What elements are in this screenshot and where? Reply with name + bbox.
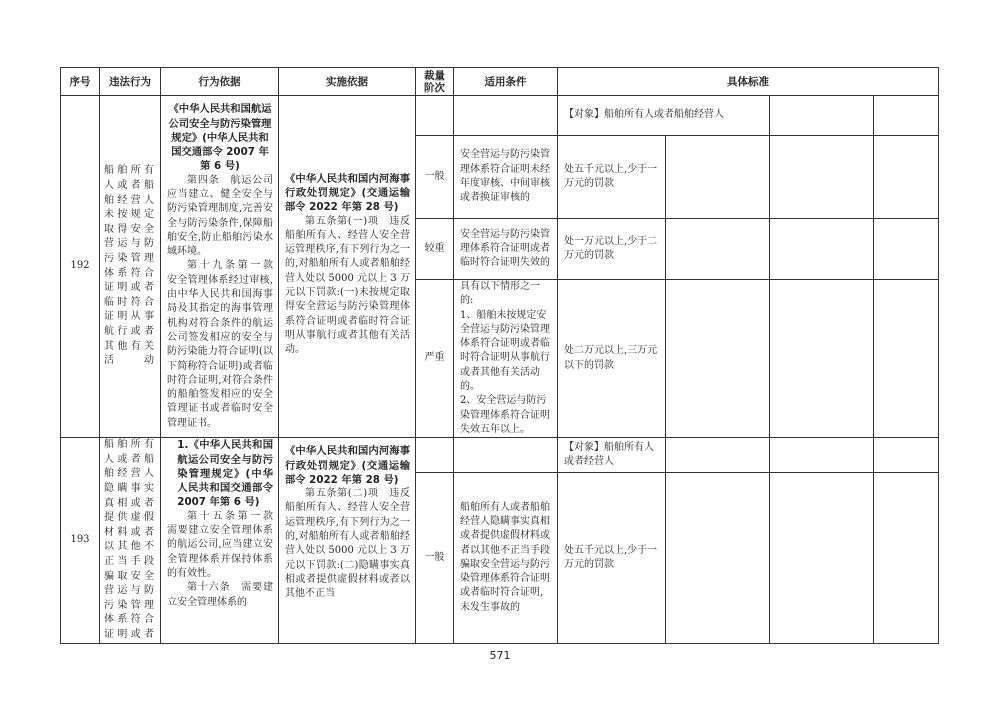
level-cell: 一般 xyxy=(416,473,454,644)
condition-cell: 安全营运与防污染管理体系符合证明未经年度审核、中间审核或者换证审核的 xyxy=(454,136,558,219)
level-cell: 一般 xyxy=(416,136,454,219)
condition-cell: 安全营运与防污染管理体系符合证明或者临时符合证明失效的 xyxy=(454,219,558,280)
implementation-title: 《中华人民共和国内河海事行政处罚规定》(交通运输部令 2022 年第 28 号) xyxy=(285,172,410,214)
standard-cell: 处五千元以上,少于一万元的罚款 xyxy=(558,473,666,644)
header-implementation: 实施依据 xyxy=(279,68,416,96)
condition-cell: 船舶所有人或者船舶经营人隐瞒事实真相或者提供虚假材料或者以其他不正当手段骗取安全营运与防污染管理体系符合证明或者临时符合证明,未发生事故的 xyxy=(454,473,558,644)
basis-paragraph: 第十五条第一款 需要建立安全管理体系的航运公司,应当建立安全管理体系并保持体系的有效性。 xyxy=(167,510,283,579)
violation-cell: 船舶所有人或者船舶经营人隐瞒事实真相或者提供虚假材料或者以其他不正当手段骗取安全营运与防污染管理体系符合证明或者 xyxy=(100,438,161,643)
violation-cell: 船舶所有人或者船舶经营人未按规定取得安全营运与防污染管理体系符合证明或者临时符合证明从事航行或者其他有关活动 xyxy=(100,96,161,438)
basis-cell xyxy=(161,438,283,643)
penalty-standards-table xyxy=(60,67,939,644)
standard-cell: 处二万元以上,三万元以下的罚款 xyxy=(558,280,666,438)
implementation-paragraph: 第五条第(二)项 违反船舶所有人、经营人安全营运管理秩序,有下列行为之一的,对船舶所有人或者船舶经营人处以 5000 元以上 3 万元以下罚款:(二)隐瞒事实真相或者提供虚假材料或者以其他不正当 xyxy=(285,488,410,600)
header-basis: 行为依据 xyxy=(161,68,279,96)
object-cell: 【对象】船舶所有人或者船舶经营人 xyxy=(558,96,770,136)
implementation-cell xyxy=(279,96,416,438)
header-seq: 序号 xyxy=(61,68,100,96)
table-row xyxy=(61,438,939,473)
basis-title: 《中华人民共和国航运公司安全与防污染管理规定》(中华人民共和国交通部令 2007 年第 6 号) xyxy=(168,103,272,173)
basis-title: 1.《中华人民共和国航运公司安全与防污染管理规定》(中华人民共和国交通部令 2007 年第 6 号) xyxy=(177,439,273,509)
header-standard: 具体标准 xyxy=(558,68,939,96)
implementation-paragraph: 第五条第(一)项 违反船舶所有人、经营人安全营运管理秩序,有下列行为之一的,对船舶所有人或者船舶经营人处以 5000 元以上 3 万元以下罚款:(一)未按规定取得安全营运与防污染管理体系符合证明或者临时符合证明从事航行或者其他有关活动。 xyxy=(285,215,410,356)
condition-cell: 具有以下情形之一的: 1、船舶未按规定安全营运与防污染管理体系符合证明或者临时符合证明从事航行或者其他有关活动的。 2、安全营运与防污染管理体系符合证明失效五年以上。 xyxy=(454,280,558,438)
basis-paragraph: 第四条 航运公司应当建立、健全安全与防污染管理制度,完善安全与防污染条件,保障船舶安全,防止船舶污染水域环境。 xyxy=(167,174,273,258)
header-level: 裁量阶次 xyxy=(416,68,454,96)
standard-cell: 处一万元以上,少于二万元的罚款 xyxy=(558,219,666,280)
implementation-cell xyxy=(279,438,416,643)
header-condition: 适用条件 xyxy=(454,68,558,96)
basis-cell xyxy=(161,96,283,438)
level-cell: 较重 xyxy=(416,219,454,280)
implementation-title: 《中华人民共和国内河海事行政处罚规定》(交通运输部令 2022 年第 28 号) xyxy=(285,445,410,486)
standard-cell: 处五千元以上,少于一万元的罚款 xyxy=(558,136,666,219)
basis-paragraph: 第十九条第一款 安全管理体系经过审核,由中华人民共和国海事局及其指定的海事管理机构对符合条件的航运公司签发相应的安全与防污染能力符合证明(以下简称符合证明)或者临时符合证明,对符合条件的船舶签发相应的安全管理证书或者临时安全管理证书。 xyxy=(167,260,283,429)
basis-paragraph: 第十六条 需要建立安全管理体系的 xyxy=(167,582,273,608)
level-cell: 严重 xyxy=(416,280,454,438)
table-row xyxy=(61,96,939,136)
object-cell: 【对象】船舶所有人或者经营人 xyxy=(558,438,666,473)
page-number: 571 xyxy=(489,649,511,662)
header-violation: 违法行为 xyxy=(100,68,161,96)
seq-cell: 193 xyxy=(61,438,100,643)
table-header-row xyxy=(61,68,939,96)
seq-cell: 192 xyxy=(61,96,100,438)
